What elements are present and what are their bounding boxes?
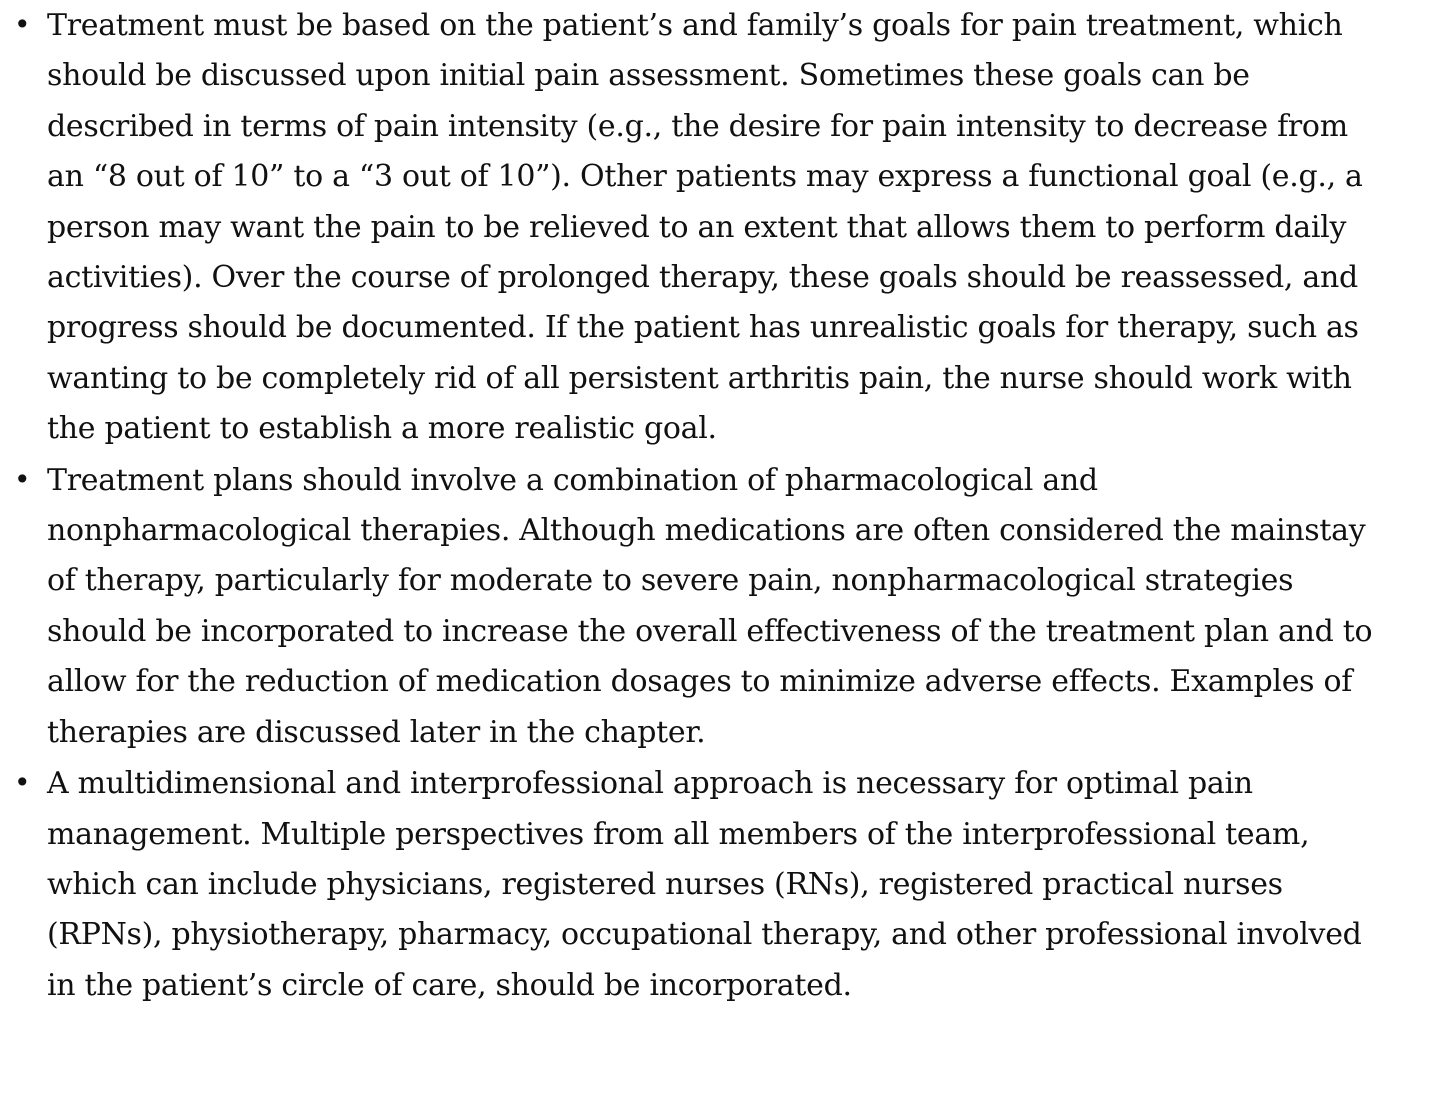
- bullet-icon: •: [14, 462, 31, 496]
- bullet-list: [14, 0, 1390, 1011]
- list-item: [14, 758, 1390, 1011]
- bullet-icon: •: [14, 766, 31, 800]
- list-item: [14, 455, 1390, 758]
- list-item-text: A multidimensional and interprofessional approach is necessary for optimal pain management. Multiple perspectives from all members of the interprofessional team, which can include physicians, registered nurses (RNs), registered practical nurses (RPNs), physiotherapy, pharmacy, occupational therapy, and other professional involved in the patient’s circle of care, should be incorporated.: [47, 766, 1362, 1003]
- list-item-text: Treatment must be based on the patient’s and family’s goals for pain treatment, which should be discussed upon initial pain assessment. Sometimes these goals can be described in terms of pain intensity (e.g., the desire for pain intensity to decrease from an “8 out of 10” to a “3 out of 10”). Other patients may express a functional goal (e.g., a person may want the pain to be relieved to an extent that allows them to perform daily activities). Over the course of prolonged therapy, these goals should be reassessed, and progress should be documented. If the patient has unrealistic goals for therapy, such as wanting to be completely rid of all persistent arthritis pain, the nurse should work with the patient to establish a more realistic goal.: [47, 8, 1363, 447]
- list-item-text: Treatment plans should involve a combination of pharmacological and nonpharmacological therapies. Although medications are often considered the mainstay of therapy, particularly for moderate to severe pain, nonpharmacological strategies should be incorporated to increase the overall effectiveness of the treatment plan and to allow for the reduction of medication dosages to minimize adverse effects. Examples of therapies are discussed later in the chapter.: [47, 462, 1373, 750]
- list-item: [14, 0, 1390, 455]
- bullet-icon: •: [14, 8, 31, 41]
